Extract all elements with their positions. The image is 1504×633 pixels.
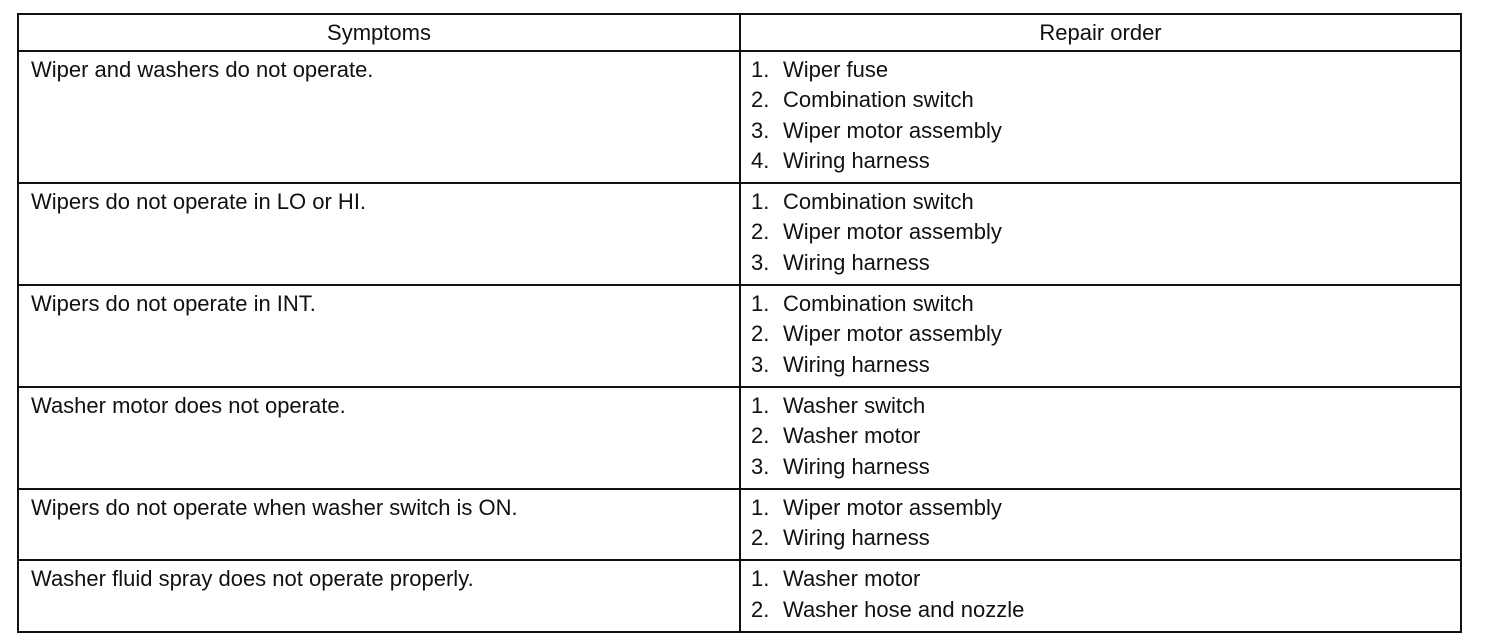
step-number: 2. [751,219,770,245]
step-text: Wiper motor assembly [783,219,1002,245]
step-text: Washer motor [783,566,921,592]
symptom-cell: Wipers do not operate in INT. [18,285,740,387]
repair-step [751,564,1450,594]
repair-step [751,391,1450,421]
table-header-row [18,14,1461,51]
step-text: Wiring harness [783,453,930,479]
step-number: 3. [751,249,770,275]
step-number: 1. [751,566,770,592]
step-text: Washer motor [783,423,921,449]
step-number: 1. [751,57,770,82]
repair-step [751,319,1450,349]
step-number: 4. [751,147,770,173]
repair-step [751,187,1450,217]
step-text: Wiper motor assembly [783,117,1002,143]
step-number: 1. [751,392,770,418]
step-number: 2. [751,423,770,449]
step-text: Wiper motor assembly [783,494,1002,520]
step-number: 1. [751,189,770,215]
step-text: Combination switch [783,87,974,113]
repair-step [751,523,1450,553]
symptom-cell: Wipers do not operate in LO or HI. [18,183,740,285]
step-text: Wiper fuse [783,57,889,82]
step-number: 2. [751,87,770,113]
table-row [18,489,1461,561]
symptom-cell: Wipers do not operate when washer switch is ON. [18,489,740,561]
step-text: Wiper motor assembly [783,321,1002,347]
step-number: 3. [751,453,770,479]
table-body [18,51,1461,632]
step-text: Wiring harness [783,351,930,377]
step-text: Combination switch [783,291,974,317]
repair-order-cell [740,51,1461,183]
repair-step [751,116,1450,146]
repair-step [751,421,1450,451]
repair-order-cell [740,285,1461,387]
repair-order-cell [740,560,1461,632]
step-number: 2. [751,525,770,551]
step-text: Wiring harness [783,249,930,275]
repair-step [751,248,1450,278]
table-row [18,183,1461,285]
step-number: 2. [751,321,770,347]
step-text: Washer hose and nozzle [783,596,1025,622]
repair-order-cell [740,183,1461,285]
repair-step [751,493,1450,523]
repair-step [751,217,1450,247]
step-number: 3. [751,351,770,377]
repair-step [751,350,1450,380]
table-row [18,387,1461,489]
repair-order-header: Repair order [740,14,1461,51]
table-row [18,560,1461,632]
step-text: Washer switch [783,392,926,418]
repair-order-cell [740,387,1461,489]
table-row [18,51,1461,183]
step-text: Wiring harness [783,147,930,173]
repair-step [751,595,1450,625]
step-number: 1. [751,291,770,317]
troubleshooting-table-container [17,13,1460,633]
step-number: 1. [751,494,770,520]
table-row [18,285,1461,387]
repair-order-cell [740,489,1461,561]
repair-step [751,452,1450,482]
step-text: Wiring harness [783,525,930,551]
troubleshooting-table [17,13,1462,633]
repair-step [751,55,1450,85]
symptoms-header: Symptoms [18,14,740,51]
repair-step [751,85,1450,115]
repair-step [751,146,1450,176]
step-number: 2. [751,596,770,622]
step-text: Combination switch [783,189,974,215]
symptom-cell: Washer motor does not operate. [18,387,740,489]
step-number: 3. [751,117,770,143]
symptom-cell: Washer fluid spray does not operate properly. [18,560,740,632]
symptom-cell: Wiper and washers do not operate. [18,51,740,183]
repair-step [751,289,1450,319]
